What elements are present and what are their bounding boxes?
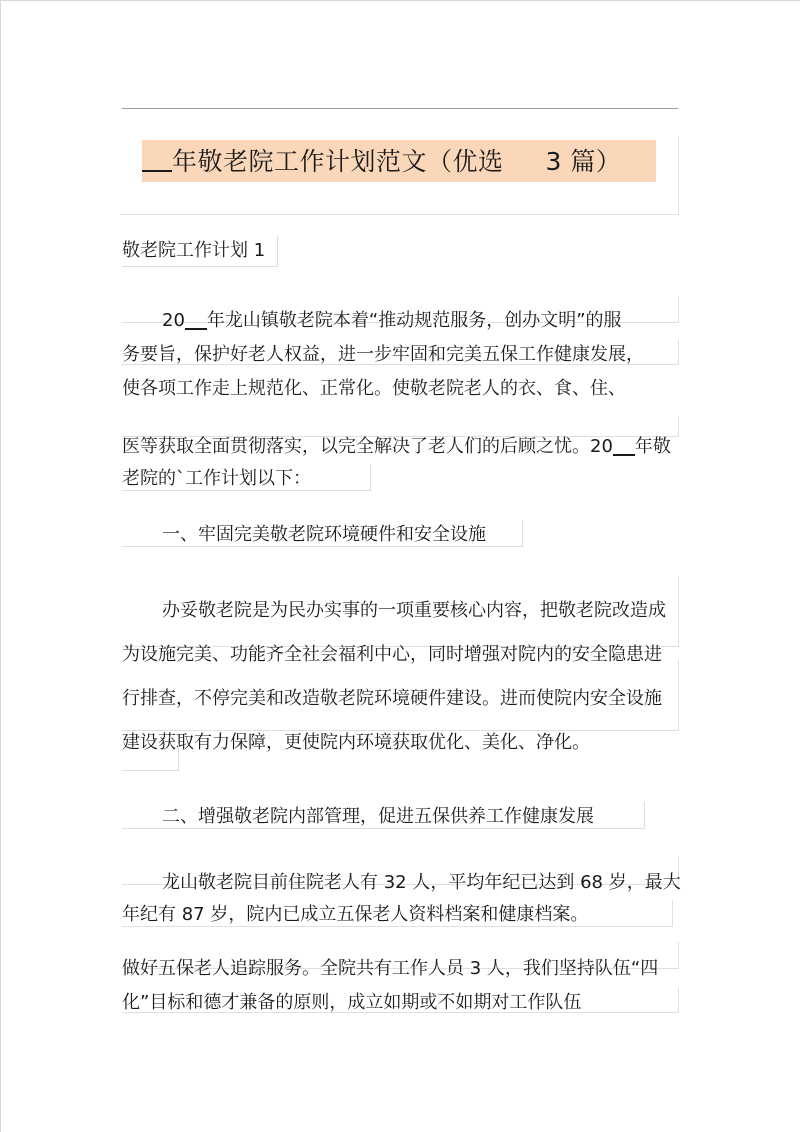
subheading: 二、增强敬老院内部管理，促进五保供养工作健康发展 bbox=[162, 806, 594, 827]
paragraph-line: 老院的`工作计划以下： bbox=[122, 468, 311, 489]
paragraph-line: 做好五保老人追踪服务。全院共有工作人员 3 人，我们坚持队伍“四 bbox=[122, 958, 659, 979]
title-text-count: 3 篇） bbox=[545, 147, 622, 176]
paragraph-line: 使各项工作走上规范化、正常化。使敬老院老人的衣、食、住、 bbox=[122, 378, 626, 399]
section-heading: 敬老院工作计划 1 bbox=[122, 236, 278, 267]
page-border bbox=[0, 0, 1, 1132]
title-blank bbox=[142, 140, 172, 172]
paragraph-line: 医等获取全面贯彻落实，以完全解决了老人们的后顾之忧。20 年敬 bbox=[122, 432, 671, 462]
paragraph-line: 龙山敬老院目前住院老人有 32 人，平均年纪已达到 68 岁，最大 bbox=[162, 872, 681, 893]
paragraph-line: 建设获取有力保障，更使院内环境获取优化、美化、净化。 bbox=[122, 732, 590, 753]
header-rule bbox=[122, 108, 678, 109]
paragraph-line: 20 年龙山镇敬老院本着“推动规范服务，创办文明”的服 bbox=[162, 306, 622, 336]
paragraph-line: 年纪有 87 岁，院内已成立五保老人资料档案和健康档案。 bbox=[122, 904, 589, 925]
subheading: 一、牢固完美敬老院环境硬件和安全设施 bbox=[162, 524, 486, 545]
paragraph-line: 为设施完美、功能齐全社会福利中心，同时增强对院内的安全隐患进 bbox=[122, 644, 662, 665]
title-text-main: 年敬老院工作计划范文（优选 bbox=[172, 147, 504, 176]
paragraph-line: 务要旨，保护好老人权益，进一步牢固和完美五保工作健康发展， bbox=[122, 344, 644, 365]
paragraph-line: 化”目标和德才兼备的原则，成立如期或不如期对工作队伍 bbox=[122, 992, 582, 1013]
page-border-top bbox=[0, 0, 800, 1]
paragraph-line: 行排查，不停完美和改造敬老院环境硬件建设。进而使院内安全设施 bbox=[122, 688, 662, 709]
document-title bbox=[142, 140, 621, 182]
paragraph-line: 办妥敬老院是为民办实事的一项重要核心内容，把敬老院改造成 bbox=[162, 600, 666, 621]
paragraph-frame bbox=[122, 744, 179, 771]
